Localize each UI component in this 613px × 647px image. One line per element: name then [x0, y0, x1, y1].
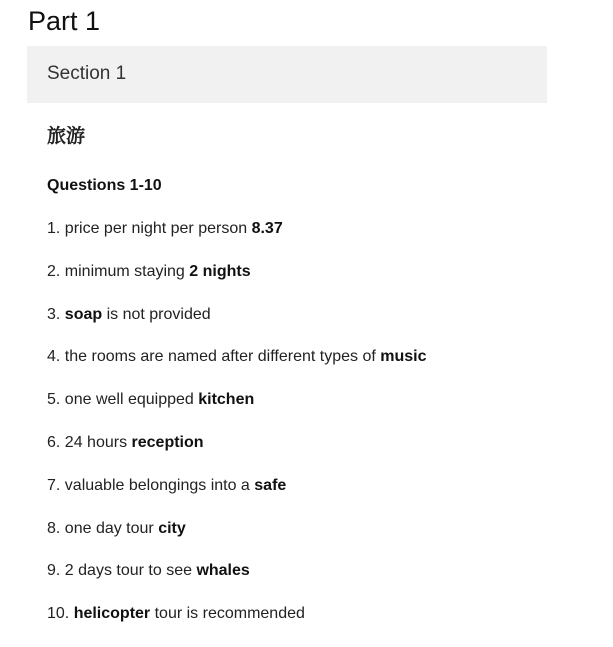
question-number: 5. — [47, 391, 65, 409]
question-item — [47, 476, 587, 519]
question-text: valuable belongings into a — [64, 476, 255, 494]
question-number: 10. — [47, 605, 74, 623]
question-answer: kitchen — [198, 391, 255, 409]
question-answer: reception — [131, 433, 204, 451]
question-number: 3. — [47, 305, 65, 323]
question-item — [47, 433, 587, 476]
question-text: price per night per person — [64, 220, 252, 237]
part-title: Part 1 — [28, 6, 101, 36]
question-text-after: is not provided — [102, 305, 211, 323]
question-item — [47, 390, 587, 433]
question-item — [47, 604, 587, 647]
question-item — [47, 347, 587, 390]
question-item — [47, 561, 587, 604]
question-text: one well equipped — [64, 391, 199, 409]
question-number: 4. — [47, 348, 65, 366]
topic-title: 旅游 — [47, 126, 86, 147]
question-text: 24 hours — [64, 433, 132, 451]
question-text-after: tour is recommended — [150, 605, 305, 623]
question-answer: soap — [64, 305, 103, 323]
section-header — [27, 46, 547, 103]
question-item — [47, 519, 587, 562]
section-title: Section 1 — [47, 63, 127, 84]
question-number: 6. — [47, 433, 65, 451]
question-answer: safe — [254, 476, 287, 494]
question-number: 1. — [47, 220, 65, 237]
question-text: one day tour — [64, 519, 159, 537]
question-number: 8. — [47, 519, 65, 537]
question-answer: helicopter — [73, 605, 151, 623]
question-answer: 8.37 — [251, 220, 283, 237]
question-answer: whales — [196, 562, 250, 580]
question-number: 9. — [47, 562, 65, 580]
question-text: 2 days tour to see — [64, 562, 197, 580]
question-number: 7. — [47, 476, 65, 494]
question-number: 2. — [47, 262, 65, 280]
question-answer: city — [158, 519, 186, 537]
question-text: minimum staying — [64, 262, 190, 280]
question-answer: 2 nights — [189, 262, 251, 280]
question-item — [47, 219, 587, 262]
question-list — [47, 219, 587, 647]
question-answer: music — [380, 348, 427, 366]
question-text: the rooms are named after different types of — [64, 348, 381, 366]
question-item — [47, 305, 587, 348]
question-item — [47, 262, 587, 305]
questions-heading: Questions 1-10 — [47, 177, 162, 194]
